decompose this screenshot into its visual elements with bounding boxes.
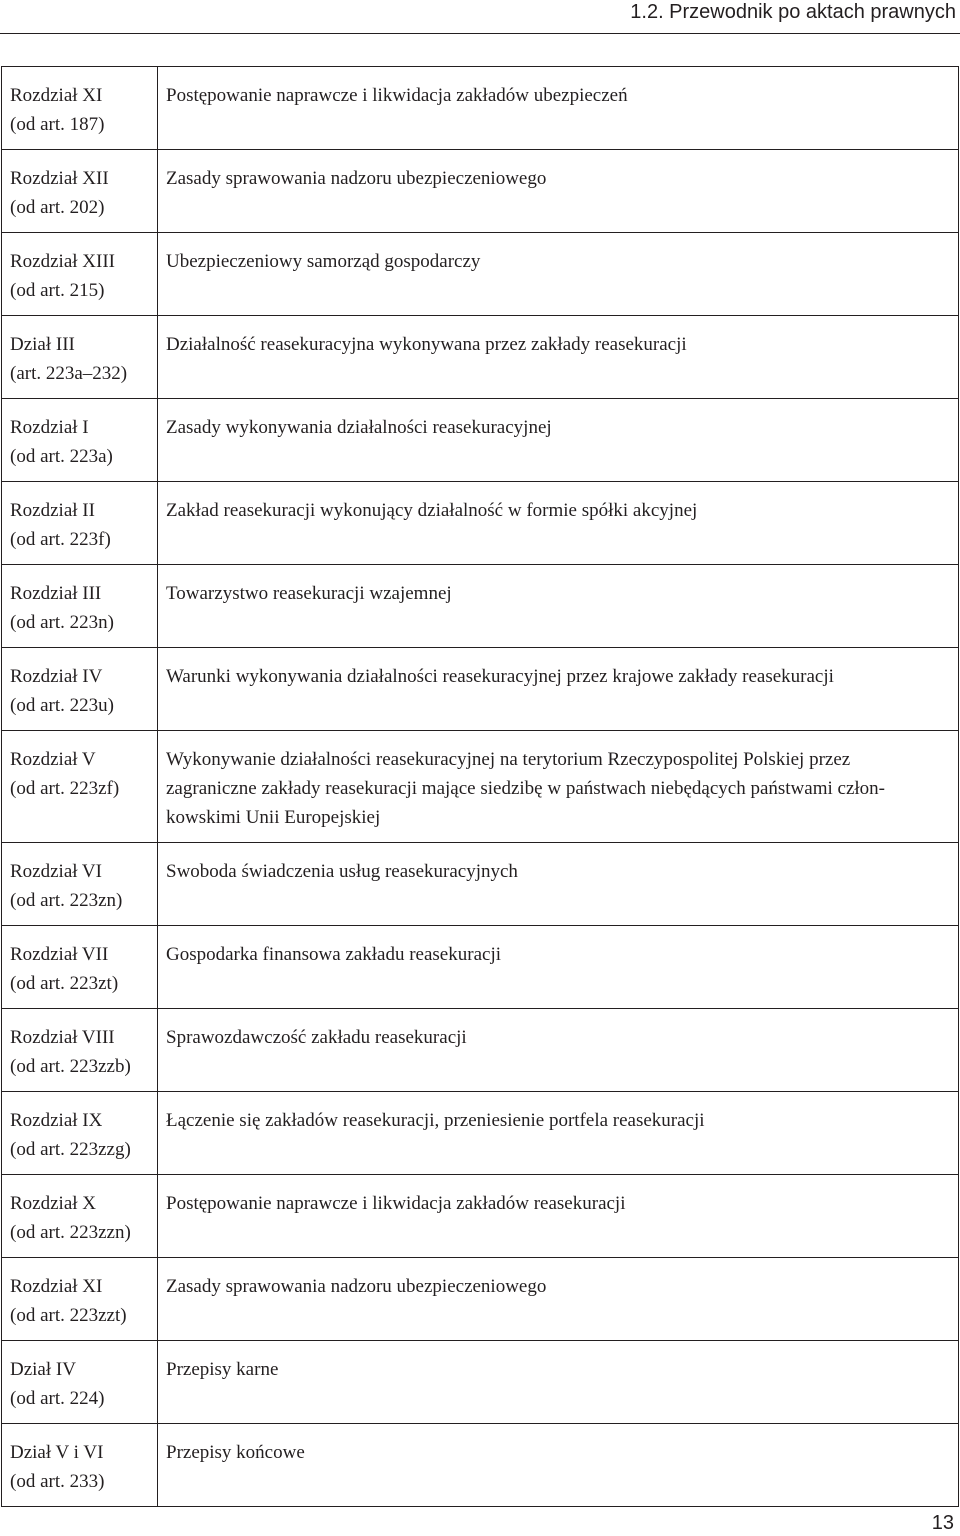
section-label: Dział III (art. 223a–232) bbox=[2, 316, 158, 399]
contents-table bbox=[1, 66, 959, 1507]
section-label: Rozdział I (od art. 223a) bbox=[2, 399, 158, 482]
contents-table-body bbox=[2, 67, 959, 1507]
table-row bbox=[2, 926, 959, 1009]
section-label: Rozdział XI (od art. 223zzt) bbox=[2, 1258, 158, 1341]
section-title: Zakład reasekuracji wykonujący działalność w formie spółki akcyjnej bbox=[158, 482, 959, 565]
section-label: Rozdział XII (od art. 202) bbox=[2, 150, 158, 233]
section-title: Gospodarka finansowa zakładu reasekuracji bbox=[158, 926, 959, 1009]
section-label: Rozdział VI (od art. 223zn) bbox=[2, 843, 158, 926]
section-title: Postępowanie naprawcze i likwidacja zakładów reasekuracji bbox=[158, 1175, 959, 1258]
section-label: Rozdział VII (od art. 223zt) bbox=[2, 926, 158, 1009]
section-title: Przepisy końcowe bbox=[158, 1424, 959, 1507]
section-title: Zasady sprawowania nadzoru ubezpieczeniowego bbox=[158, 150, 959, 233]
table-row bbox=[2, 1341, 959, 1424]
table-row bbox=[2, 1175, 959, 1258]
table-row bbox=[2, 482, 959, 565]
section-title: Działalność reasekuracyjna wykonywana przez zakłady reasekuracji bbox=[158, 316, 959, 399]
header-rule bbox=[0, 33, 960, 34]
table-row bbox=[2, 399, 959, 482]
table-row bbox=[2, 316, 959, 399]
section-title: Zasady wykonywania działalności reasekuracyjnej bbox=[158, 399, 959, 482]
section-title: Łączenie się zakładów reasekuracji, przeniesienie portfela reasekuracji bbox=[158, 1092, 959, 1175]
table-row bbox=[2, 565, 959, 648]
table-row bbox=[2, 67, 959, 150]
running-header: 1.2. Przewodnik po aktach prawnych bbox=[630, 1, 956, 23]
section-title: Sprawozdawczość zakładu reasekuracji bbox=[158, 1009, 959, 1092]
page-number: 13 bbox=[931, 1512, 954, 1534]
section-label: Rozdział II (od art. 223f) bbox=[2, 482, 158, 565]
section-title: Swoboda świadczenia usług reasekuracyjnych bbox=[158, 843, 959, 926]
section-title: Przepisy karne bbox=[158, 1341, 959, 1424]
section-label: Rozdział IX (od art. 223zzg) bbox=[2, 1092, 158, 1175]
section-title: Wykonywanie działalności reasekuracyjnej na terytorium Rzeczypospolitej Polskiej przez zagraniczne zakłady reasekuracji mające siedzibę w państwach niebędących państwami człon- kowskimi Unii Europejskiej bbox=[158, 731, 959, 843]
section-label: Rozdział X (od art. 223zzn) bbox=[2, 1175, 158, 1258]
section-label: Rozdział XI (od art. 187) bbox=[2, 67, 158, 150]
section-title: Towarzystwo reasekuracji wzajemnej bbox=[158, 565, 959, 648]
section-label: Rozdział XIII (od art. 215) bbox=[2, 233, 158, 316]
section-label: Rozdział VIII (od art. 223zzb) bbox=[2, 1009, 158, 1092]
table-row bbox=[2, 843, 959, 926]
table-row bbox=[2, 1092, 959, 1175]
table-row bbox=[2, 648, 959, 731]
section-label: Dział IV (od art. 224) bbox=[2, 1341, 158, 1424]
table-row bbox=[2, 731, 959, 843]
section-label: Dział V i VI (od art. 233) bbox=[2, 1424, 158, 1507]
table-row bbox=[2, 1424, 959, 1507]
table-row bbox=[2, 1258, 959, 1341]
section-label: Rozdział IV (od art. 223u) bbox=[2, 648, 158, 731]
section-title: Ubezpieczeniowy samorząd gospodarczy bbox=[158, 233, 959, 316]
section-title: Postępowanie naprawcze i likwidacja zakładów ubezpieczeń bbox=[158, 67, 959, 150]
section-title: Warunki wykonywania działalności reasekuracyjnej przez krajowe zakłady reasekuracji bbox=[158, 648, 959, 731]
section-label: Rozdział V (od art. 223zf) bbox=[2, 731, 158, 843]
section-label: Rozdział III (od art. 223n) bbox=[2, 565, 158, 648]
table-row bbox=[2, 233, 959, 316]
table-row bbox=[2, 1009, 959, 1092]
section-title: Zasady sprawowania nadzoru ubezpieczeniowego bbox=[158, 1258, 959, 1341]
table-row bbox=[2, 150, 959, 233]
